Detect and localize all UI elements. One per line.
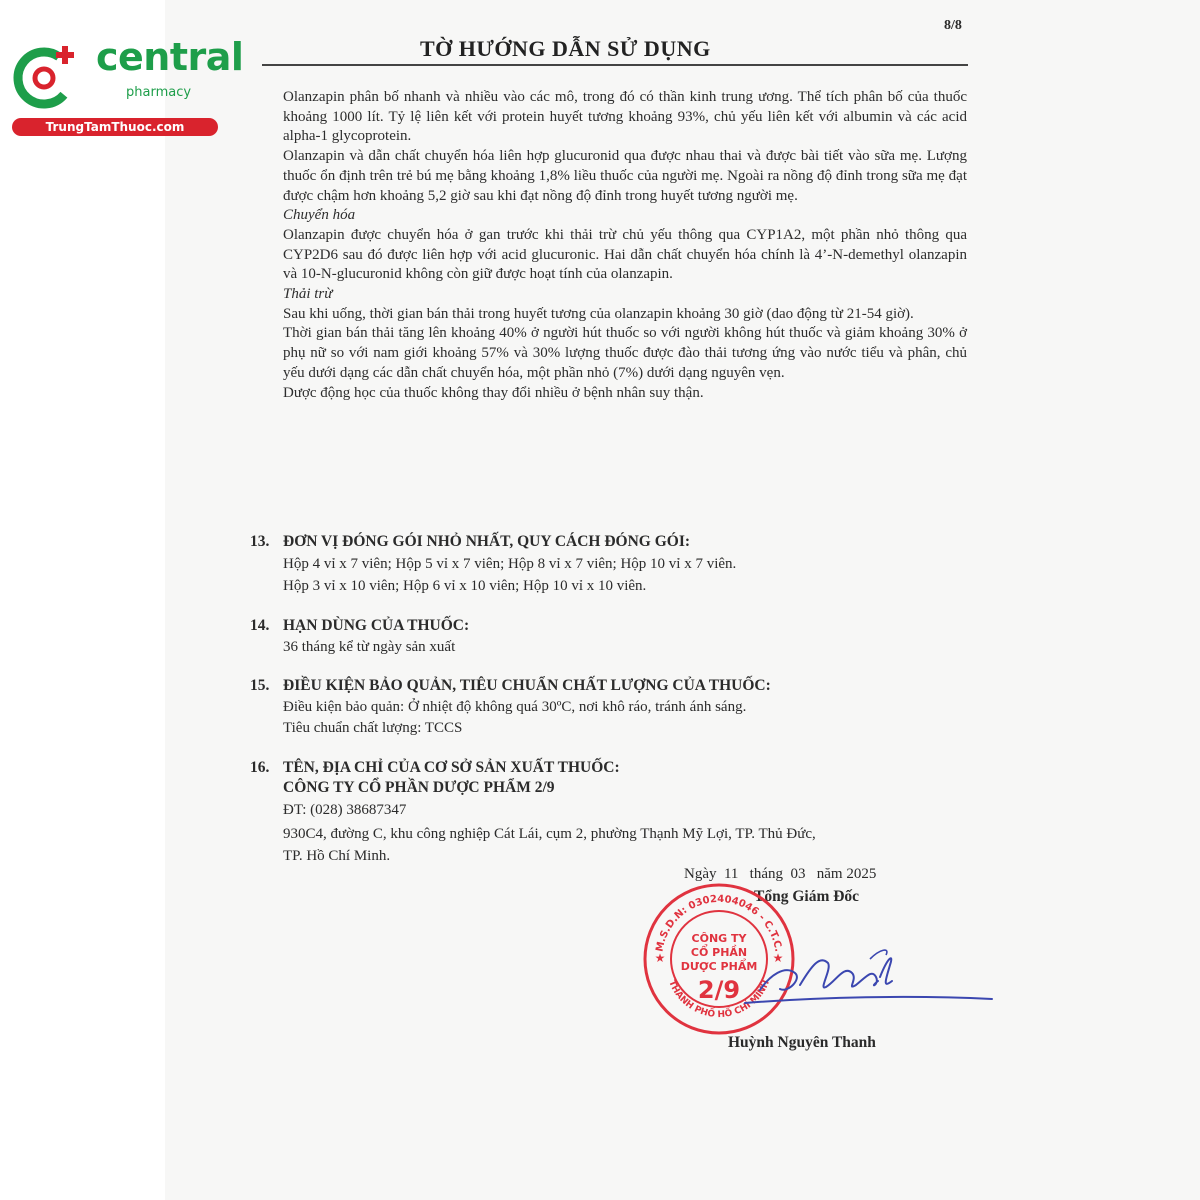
stamp-ring-top: M.S.D.N: 0302404046 - C.T.C. bbox=[654, 893, 784, 953]
manufacturer-address-1: 930C4, đường C, khu công nghiệp Cát Lái, cụm 2, phường Thạnh Mỹ Lợi, TP. Thủ Đức, bbox=[283, 826, 816, 842]
logo-sub-text: pharmacy bbox=[126, 85, 192, 100]
section-number: 14. bbox=[250, 617, 270, 634]
stamp-ring-bottom: THÀNH PHỐ HỒ CHÍ MINH bbox=[666, 978, 772, 1021]
section-heading: ĐIỀU KIỆN BẢO QUẢN, TIÊU CHUẨN CHẤT LƯỢNG CỦA THUỐC: bbox=[283, 677, 771, 694]
quality-standard: Tiêu chuẩn chất lượng: TCCS bbox=[283, 720, 463, 736]
packaging-line-1: Hộp 4 vỉ x 7 viên; Hộp 5 vỉ x 7 viên; Hộp 8 vỉ x 7 viên; Hộp 10 vỉ x 7 viên. bbox=[283, 556, 737, 572]
stamp-line-2: CỔ PHẦN bbox=[690, 946, 748, 959]
manufacturer-name: CÔNG TY CỔ PHẦN DƯỢC PHẨM 2/9 bbox=[283, 779, 555, 796]
page-number: 8/8 bbox=[944, 18, 962, 33]
section-heading: ĐƠN VỊ ĐÓNG GÓI NHỎ NHẤT, QUY CÁCH ĐÓNG GÓI: bbox=[283, 533, 691, 550]
section-heading: TÊN, ĐỊA CHỈ CỦA CƠ SỞ SẢN XUẤT THUỐC: bbox=[283, 759, 620, 776]
section-heading: HẠN DÙNG CỦA THUỐC: bbox=[283, 617, 470, 634]
packaging-line-2: Hộp 3 vỉ x 10 viên; Hộp 6 vỉ x 10 viên; Hộp 10 vỉ x 10 viên. bbox=[283, 578, 647, 594]
paragraph-distribution: Olanzapin phân bố nhanh và nhiều vào các mô, trong đó có thần kinh trung ương. Thể tích phân bố của thuốc khoảng 1000 lít. Tỷ lệ liên kết với protein huyết tương khoảng 93%, chủ yếu liên kết với albumin và các acid alpha-1 glycoprotein. bbox=[283, 89, 967, 145]
section-number: 13. bbox=[250, 533, 270, 550]
manufacturer-address-2: TP. Hồ Chí Minh. bbox=[283, 848, 391, 864]
stamp-line-4: 2/9 bbox=[697, 976, 741, 1004]
manufacturer-phone: ĐT: (028) 38687347 bbox=[283, 802, 407, 818]
pharmacy-cross-icon bbox=[10, 40, 82, 112]
pharmacokinetics-body bbox=[283, 88, 967, 403]
paragraph-half-life: Sau khi uống, thời gian bán thải trong huyết tương của olanzapin khoảng 30 giờ (dao động từ 21-54 giờ). bbox=[283, 305, 914, 322]
central-pharmacy-logo[interactable] bbox=[10, 35, 244, 136]
stamp-star-left: ★ bbox=[654, 951, 666, 965]
stamp-star-right: ★ bbox=[772, 951, 784, 965]
signer-name: Huỳnh Nguyên Thanh bbox=[728, 1034, 876, 1051]
section-number: 16. bbox=[250, 759, 270, 776]
title-divider bbox=[262, 64, 968, 66]
logo-brand-text: central bbox=[96, 35, 244, 79]
stamp-line-3: DƯỢC PHẨM bbox=[680, 960, 758, 973]
paragraph-placenta-milk: Olanzapin và dẫn chất chuyển hóa liên hợp glucuronid qua được nhau thai và được bài tiết vào sữa mẹ. Lượng thuốc ổn định trên trẻ bú mẹ bằng khoảng 1,8% liều thuốc của người mẹ. Ngoài ra nồng độ đỉnh trong sữa mẹ đạt được chậm hơn khoảng 5,2 giờ sau khi đạt nồng độ đỉnh trong huyết tương người mẹ. bbox=[283, 148, 967, 204]
section-number: 15. bbox=[250, 677, 270, 694]
paragraph-metabolism: Olanzapin được chuyển hóa ở gan trước khi thải trừ chủ yếu thông qua CYP1A2, một phần nhỏ thông qua CYP2D6 sau đó được liên hợp với acid glucuronic. Hai dẫn chất chuyển hóa chính là 4’-N-demethyl olanzapin và 10-N-glucuronid không còn giữ được hoạt tính của olanzapin. bbox=[283, 226, 967, 283]
paragraph-half-life-variation: Thời gian bán thải tăng lên khoảng 40% ở người hút thuốc so với người không hút thuốc và giảm khoảng 30% ở phụ nữ so với nam giới khoảng 57% và 30% lượng thuốc được đào thải tương ứng vào nước tiểu và phân, chủ yếu dưới dạng các dẫn chất chuyển hóa, một phần nhỏ (7%) dưới dạng nguyên vẹn. bbox=[283, 325, 967, 381]
handwritten-signature bbox=[740, 945, 1000, 1020]
subheading-elimination: Thải trừ bbox=[283, 286, 333, 303]
logo-site-badge: TrungTamThuoc.com bbox=[12, 118, 218, 136]
paragraph-renal: Dược động học của thuốc không thay đổi nhiều ở bệnh nhân suy thận. bbox=[283, 384, 704, 401]
stamp-line-1: CÔNG TY bbox=[691, 932, 747, 945]
subheading-metabolism: Chuyển hóa bbox=[283, 207, 356, 224]
shelf-life-line: 36 tháng kể từ ngày sản xuất bbox=[283, 639, 456, 655]
issue-date: Ngày 11 tháng 03 năm 2025 bbox=[684, 866, 877, 882]
storage-conditions: Điều kiện bảo quản: Ở nhiệt độ không quá 30ºC, nơi khô ráo, tránh ánh sáng. bbox=[283, 699, 747, 715]
document-title: TỜ HƯỚNG DẪN SỬ DỤNG bbox=[420, 36, 711, 61]
director-title: Tổng Giám Đốc bbox=[754, 888, 860, 905]
